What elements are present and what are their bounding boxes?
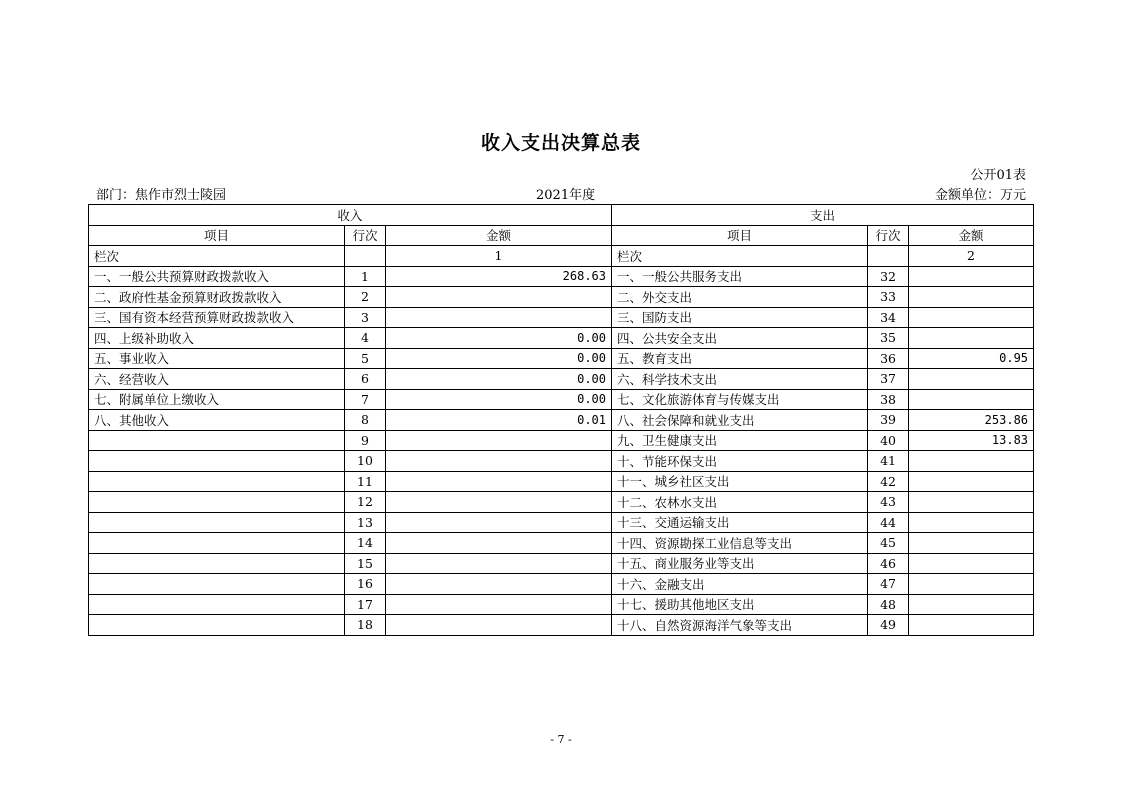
income-amount-cell	[386, 574, 612, 595]
expense-item-cell: 十三、交通运输支出	[612, 512, 868, 533]
income-item-cell	[89, 533, 345, 554]
income-item-cell	[89, 430, 345, 451]
income-line-cell: 15	[345, 553, 386, 574]
expense-line-cell: 42	[868, 471, 909, 492]
income-item-cell	[89, 471, 345, 492]
table-row	[89, 574, 1034, 595]
column-header-row	[89, 225, 1034, 246]
expense-line-cell: 40	[868, 430, 909, 451]
table-row	[89, 389, 1034, 410]
expense-item-cell: 十七、援助其他地区支出	[612, 594, 868, 615]
expense-line-cell: 46	[868, 553, 909, 574]
income-amount-cell	[386, 451, 612, 472]
income-line-cell: 2	[345, 287, 386, 308]
expense-item-cell: 八、社会保障和就业支出	[612, 410, 868, 431]
income-line-cell: 3	[345, 307, 386, 328]
income-amount-cell	[386, 553, 612, 574]
income-amount-cell: 0.00	[386, 369, 612, 390]
income-line-cell: 16	[345, 574, 386, 595]
income-amount-cell	[386, 492, 612, 513]
department-label: 部门：焦作市烈士陵园	[96, 188, 227, 203]
expense-line-cell: 48	[868, 594, 909, 615]
expense-line-cell: 34	[868, 307, 909, 328]
income-column-index: 1	[386, 246, 612, 267]
income-line-header: 行次	[345, 225, 386, 246]
expense-item-cell: 三、国防支出	[612, 307, 868, 328]
expense-amount-cell	[909, 594, 1034, 615]
income-item-header: 项目	[89, 225, 345, 246]
income-line-cell: 7	[345, 389, 386, 410]
expense-line-cell: 39	[868, 410, 909, 431]
expense-amount-cell	[909, 287, 1034, 308]
page-number: - 7 -	[550, 733, 572, 746]
expense-amount-cell: 13.83	[909, 430, 1034, 451]
income-line-cell: 12	[345, 492, 386, 513]
expense-amount-cell: 0.95	[909, 348, 1034, 369]
income-item-cell	[89, 492, 345, 513]
expense-amount-cell	[909, 512, 1034, 533]
expense-amount-cell: 253.86	[909, 410, 1034, 431]
income-amount-cell: 268.63	[386, 266, 612, 287]
expense-amount-cell	[909, 574, 1034, 595]
expense-line-cell: 45	[868, 533, 909, 554]
table-row	[89, 512, 1034, 533]
expense-item-cell: 六、科学技术支出	[612, 369, 868, 390]
table-row	[89, 430, 1034, 451]
table-row	[89, 410, 1034, 431]
expense-amount-cell	[909, 307, 1034, 328]
income-line-cell: 9	[345, 430, 386, 451]
income-amount-cell	[386, 533, 612, 554]
income-line-cell: 4	[345, 328, 386, 349]
income-line-cell: 11	[345, 471, 386, 492]
expense-amount-cell	[909, 369, 1034, 390]
expense-line-cell: 32	[868, 266, 909, 287]
income-item-cell: 三、国有资本经营预算财政拨款收入	[89, 307, 345, 328]
section-header-row	[89, 205, 1034, 226]
expense-amount-cell	[909, 533, 1034, 554]
expense-line-cell: 37	[868, 369, 909, 390]
expense-amount-cell	[909, 389, 1034, 410]
expense-amount-cell	[909, 471, 1034, 492]
column-index-row	[89, 246, 1034, 267]
income-amount-cell	[386, 471, 612, 492]
table-row	[89, 328, 1034, 349]
income-amount-cell	[386, 594, 612, 615]
table-row	[89, 369, 1034, 390]
expense-item-cell: 十四、资源勘探工业信息等支出	[612, 533, 868, 554]
income-amount-cell	[386, 287, 612, 308]
income-item-cell: 一、一般公共预算财政拨款收入	[89, 266, 345, 287]
income-item-cell	[89, 451, 345, 472]
expense-line-blank	[868, 246, 909, 267]
income-line-cell: 10	[345, 451, 386, 472]
income-column-label: 栏次	[89, 246, 345, 267]
expense-item-header: 项目	[612, 225, 868, 246]
fiscal-year: 2021年度	[536, 188, 596, 203]
expense-item-cell: 五、教育支出	[612, 348, 868, 369]
page-title: 收入支出决算总表	[480, 132, 641, 154]
income-line-cell: 18	[345, 615, 386, 636]
expense-line-cell: 49	[868, 615, 909, 636]
expense-item-cell: 十六、金融支出	[612, 574, 868, 595]
income-item-cell	[89, 594, 345, 615]
expense-amount-cell	[909, 266, 1034, 287]
expense-item-cell: 十二、农林水支出	[612, 492, 868, 513]
expense-amount-header: 金额	[909, 225, 1034, 246]
expense-line-cell: 33	[868, 287, 909, 308]
income-amount-cell: 0.01	[386, 410, 612, 431]
income-section-header: 收入	[89, 205, 612, 226]
income-line-cell: 14	[345, 533, 386, 554]
income-amount-cell: 0.00	[386, 389, 612, 410]
table-row	[89, 266, 1034, 287]
expense-item-cell: 十、节能环保支出	[612, 451, 868, 472]
income-line-cell: 13	[345, 512, 386, 533]
table-row	[89, 492, 1034, 513]
expense-amount-cell	[909, 553, 1034, 574]
table-row	[89, 287, 1034, 308]
expense-line-cell: 44	[868, 512, 909, 533]
income-line-cell: 8	[345, 410, 386, 431]
income-item-cell	[89, 574, 345, 595]
expense-item-cell: 九、卫生健康支出	[612, 430, 868, 451]
expense-line-cell: 47	[868, 574, 909, 595]
table-row	[89, 471, 1034, 492]
expense-amount-cell	[909, 492, 1034, 513]
income-item-cell: 八、其他收入	[89, 410, 345, 431]
income-amount-cell	[386, 307, 612, 328]
income-line-cell: 1	[345, 266, 386, 287]
table-row	[89, 451, 1034, 472]
income-amount-header: 金额	[386, 225, 612, 246]
income-item-cell	[89, 615, 345, 636]
expense-item-cell: 十八、自然资源海洋气象等支出	[612, 615, 868, 636]
table-row	[89, 307, 1034, 328]
income-amount-cell	[386, 430, 612, 451]
income-amount-cell	[386, 512, 612, 533]
table-row	[89, 615, 1034, 636]
income-amount-cell	[386, 615, 612, 636]
expense-item-cell: 二、外交支出	[612, 287, 868, 308]
expense-item-cell: 一、一般公共服务支出	[612, 266, 868, 287]
expense-line-cell: 36	[868, 348, 909, 369]
amount-unit: 金额单位：万元	[934, 188, 1026, 203]
expense-amount-cell	[909, 615, 1034, 636]
expense-line-cell: 43	[868, 492, 909, 513]
income-item-cell: 二、政府性基金预算财政拨款收入	[89, 287, 345, 308]
expense-amount-cell	[909, 328, 1034, 349]
expense-item-cell: 七、文化旅游体育与传媒支出	[612, 389, 868, 410]
expense-column-index: 2	[909, 246, 1034, 267]
income-item-cell	[89, 553, 345, 574]
table-row	[89, 553, 1034, 574]
income-line-blank	[345, 246, 386, 267]
table-row	[89, 594, 1034, 615]
expense-section-header: 支出	[612, 205, 1034, 226]
form-number: 公开01表	[970, 168, 1026, 183]
income-amount-cell: 0.00	[386, 328, 612, 349]
expense-item-cell: 十五、商业服务业等支出	[612, 553, 868, 574]
expense-line-header: 行次	[868, 225, 909, 246]
income-item-cell: 七、附属单位上缴收入	[89, 389, 345, 410]
expense-column-label: 栏次	[612, 246, 868, 267]
income-expense-table	[88, 204, 1034, 636]
income-line-cell: 5	[345, 348, 386, 369]
income-amount-cell: 0.00	[386, 348, 612, 369]
income-line-cell: 17	[345, 594, 386, 615]
table-row	[89, 348, 1034, 369]
income-item-cell: 六、经营收入	[89, 369, 345, 390]
income-item-cell: 四、上级补助收入	[89, 328, 345, 349]
expense-line-cell: 38	[868, 389, 909, 410]
income-line-cell: 6	[345, 369, 386, 390]
expense-item-cell: 十一、城乡社区支出	[612, 471, 868, 492]
expense-line-cell: 41	[868, 451, 909, 472]
expense-amount-cell	[909, 451, 1034, 472]
table-row	[89, 533, 1034, 554]
expense-line-cell: 35	[868, 328, 909, 349]
income-item-cell: 五、事业收入	[89, 348, 345, 369]
expense-item-cell: 四、公共安全支出	[612, 328, 868, 349]
income-item-cell	[89, 512, 345, 533]
